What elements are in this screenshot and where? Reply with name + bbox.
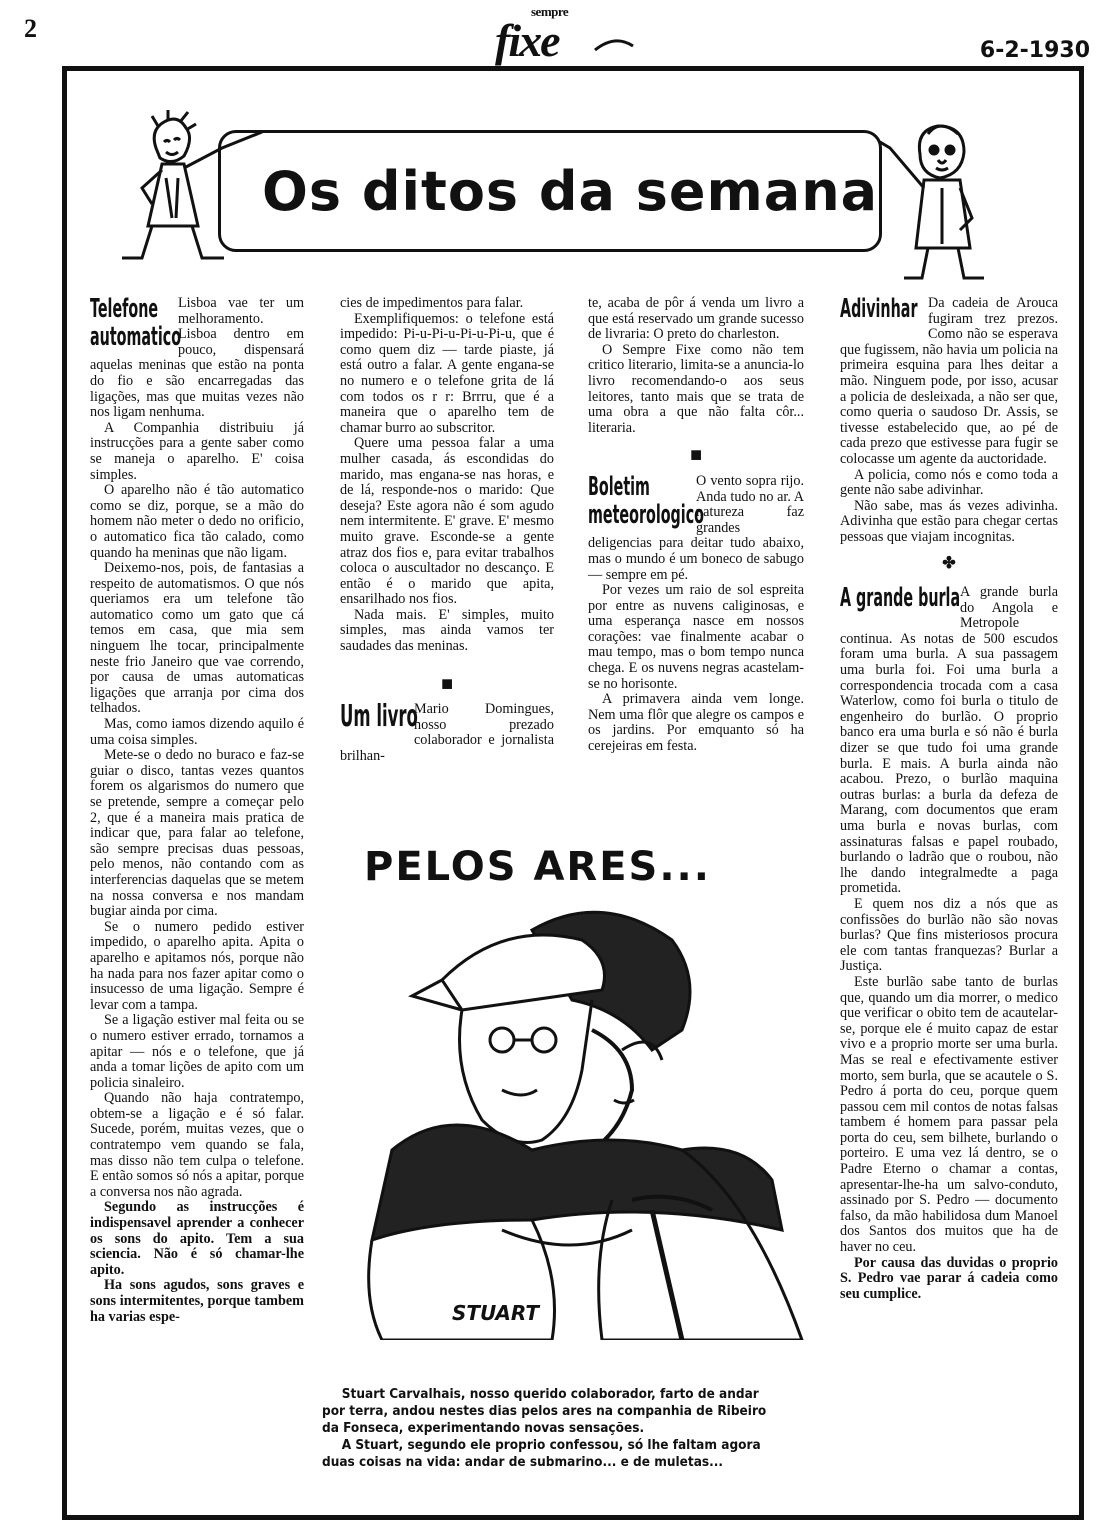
article-um-livro [340, 699, 554, 765]
paragraph: Nada mais. E' simples, muito simples, mas ainda vamos ter saudades das meninas. [340, 606, 554, 655]
masthead-swash-icon [495, 4, 645, 62]
paragraph: E quem nos diz a nós que as confissões do burlão não são novas burlas? Que fins misteriosos procura ele com tantas franquezas? Burlar a Justiça. [840, 895, 1058, 975]
paragraph: O Sempre Fixe como não tem critico literario, limita-se a anuncia-lo livro recomendando-o aos seus leitores, tanto mais que se trata de uma obra a que não falta côr... literaria. [588, 341, 804, 436]
headline-um-livro [340, 699, 418, 736]
left-caricature-icon [112, 108, 272, 278]
paragraph: te, acaba de pôr á venda um livro a que está reservado um grande sucesso de livraria: O preto do charleston. [588, 295, 804, 343]
paragraph: Mete-se o dedo no buraco e faz-se guiar o disco, tantas vezes quantos forem os algarismos do numero que se pretende, sempre a começar pelo 2, que é a maneira mais pratica de indicar que, para falar ao telefone, são sempre precisas duas pessoas, pelo menos, não contando com as interferencias daquelas que se metem na nossa conversa e nos mandam bugiar ainda por cima. [90, 747, 304, 920]
headline-line-1: Telefone [90, 294, 159, 324]
right-caricature-icon [880, 108, 1000, 286]
headline-line-2: meteorologico [588, 499, 705, 530]
article-grande-burla [840, 585, 1058, 1302]
article-col3 [588, 296, 804, 755]
caption-paragraph: A Stuart, segundo ele proprio confessou, só lhe faltam agora duas coisas na vida: andar de submarino... e de muletas... [322, 1437, 761, 1470]
paragraph: Se a ligação estiver mal feita ou se o numero estiver errado, tornamos a apitar — nós e o telefone, que já anda a tomar lições de apito com um policia sinaleiro. [90, 1012, 304, 1091]
paragraph: Quere uma pessoa falar a uma mulher casada, ás escondidas do marido, mas engana-se nas horas, e de lá, responde-nos o marido: Que deseja? Este agora não é som agudo nem intermitente. E' grave. E' mesmo muito grave. Esconde-se a gente atraz dos fios e, para evitar trabalhos coloca o auscultador no descanço. E então é o marido que apita, ensarilhado nos fios. [340, 435, 554, 608]
article-adivinhar [840, 296, 1058, 546]
paragraph: O vento sopra rijo. Anda tudo no ar. A natureza faz grandes deligencias para deitar tudo abaixo, mas o mundo é um boneco de sabugo — sempre em pé. [588, 472, 804, 583]
headline-grande-burla [840, 583, 961, 617]
masthead-big: fixe [495, 15, 559, 66]
article-telefone-automatico [90, 296, 304, 1325]
paragraph: Segundo as instrucções é indispensavel aprender a conhecer os sons do apito. Tem a sua sciencia. Não é só chamar-lhe apito. [90, 1199, 304, 1278]
article-col2 [340, 296, 554, 765]
masthead-small: sempre [531, 4, 569, 19]
page-number: 2 [24, 14, 37, 43]
paragraph: A primavera ainda vem longe. Nem uma flôr que alegre os campos e os jardins. Por emquanto só ha cerejeiras em festa. [588, 691, 804, 755]
headline-line-1: Boletim [588, 471, 650, 502]
paragraph: Se o numero pedido estiver impedido, o aparelho apita. Apita o aparelho e apitamos nós, porque não ha nada para nos fazer apitar como o insucesso de uma ligação. Sempre é levar com a tampa. [90, 918, 304, 1013]
paragraph: Ha sons agudos, sons graves e sons intermitentes, porque tambem ha varias espe- [90, 1277, 304, 1325]
masthead-logo [495, 4, 645, 66]
separator-icon: ■ [689, 444, 703, 467]
headline-adivinhar [840, 296, 924, 328]
article-boletim-meteorologico [588, 471, 804, 755]
banner-title: Os ditos da semana [262, 160, 879, 223]
issue-date: 6-2-1930 [979, 38, 1090, 63]
paragraph: Mas, como iamos dizendo aquilo é uma coisa simples. [90, 716, 304, 748]
paragraph: Lisboa vae ter um melhoramento. Lisboa dentro em pouco, dispensará aquelas meninas que estão na ponta do fio e são encarregadas das ligações, mas que muitas vezes não nos ligam nenhuma. [90, 295, 304, 421]
paragraph: A Companhia distribuiu já instrucções para a gente saber como se maneja o aparelho. E' coisa simples. [90, 419, 304, 483]
paragraph: Não sabe, mas ás vezes adivinha. Adivinha que estão para chegar certas pessoas que viajam incognitas. [840, 497, 1058, 545]
paragraph: Deixemo-nos, pois, de fantasias a respeito de automatismos. O que nós queriamos era um telefone tão automatico como um gato que cá temos em casa, que mia sem ninguem lhe tocar, principalmente neste frio Janeiro que vae correndo, por causa de umas automaticas ligações que arranja por cima dos telhados. [90, 560, 304, 717]
paragraph: Mario Domingues, nosso prezado colaborador e jornalista brilhan- [340, 701, 554, 765]
headline-telefone-automatico [90, 294, 182, 352]
headline-line-2: automatico [90, 322, 182, 352]
cartoon-caption [322, 1386, 772, 1471]
paragraph: O aparelho não é tão automatico como se diz, porque, se a mão do homem não meter o dedo no orificio, o automatico fica tão calado, como quando ha meninas que não ligam. [90, 482, 304, 561]
caption-paragraph: Stuart Carvalhais, nosso querido colaborador, farto de andar por terra, andou nestes dias pelos ares na companhia de Ribeiro da Fonseca, experimentando novas sensações. [322, 1386, 767, 1436]
separator-icon: ✤ [942, 554, 956, 572]
article-col4 [840, 296, 1058, 1302]
headline-boletim [588, 471, 705, 534]
paragraph: A policia, como nós e como toda a gente não sabe adivinhar. [840, 466, 1058, 499]
paragraph: Por causa das duvidas o proprio S. Pedro vae parar á cadeia como seu cumplice. [840, 1254, 1058, 1302]
paragraph: Da cadeia de Arouca fugiram trez prezos. Como não se esperava que fugissem, não havia um policia na primeira esquina para lhes deitar a mão. Ninguem pode, por isso, acusar a policia de desleixada, a não ser que, como queria o saudoso Dr. Assis, se tivesse estabelecido que, ao pé de cada prezo que estivesse para fugir se colocasse um agente da auctoridade. [840, 295, 1058, 467]
cartoon-signature: STUART [452, 1301, 540, 1325]
headline-line: Adivinhar [840, 294, 918, 324]
paragraph: Exemplifiquemos: o telefone está impedido: Pi-u-Pi-u-Pi-u-Pi-u, que é como quem diz — tarde piaste, já está outro a falar. A gente engana-se no numero e o telefone grita de lá com todos os r r: Brrru, que é a maneira que o aparelho tem de chamar burro ao subscritor. [340, 310, 554, 436]
paragraph: Por vezes um raio de sol espreita por entre as nuvens caliginosas, e uma esperança nasce em nossos corações: vae finalmente acabar o mau tempo, mas o bom tempo nunca chega. E os nuvens negras acastelam-se no horisonte. [588, 582, 804, 692]
separator-icon: ■ [440, 672, 454, 695]
headline-line: A grande burla [840, 583, 961, 614]
paragraph: Quando não haja contratempo, obtem-se a ligação e é só falar. Sucede, porém, muitas vezes, que o contratempo vem quando se fala, mas disso não tem culpa o telefone. E então somos só nós a apitar, porque a conversa nos não agrada. [90, 1090, 304, 1200]
headline-line: Um livro [340, 699, 418, 735]
paragraph: A grande burla do Angola e Metropole continua. As notas de 500 escudos foram uma burla. A sua passagem uma burla foi. Foi uma burla a correspondencia trocada com a casa Waterlow, como foi burla o titulo de engenheiro do burlão. O proprio banco era uma burla e só não é burla dizer se que tudo foi uma grande burla. E mais. A burla ainda não acabou. Prezo, o burlão maquina outras burlas: a burla da defeza de Marang, com documentos que eram uma burla e novas burlas, com assinaturas falsas e papel roubado, burlando o ladrão que o roubou, não lhe dando integralmedte a paga prometida. [840, 584, 1058, 897]
paragraph: Este burlão sabe tanto de burlas que, quando um dia morrer, o medico que verificar o obito tem de acautelar-se, porque ele é muito capaz de estar vivo e a proprio morte ser uma burla. Mas se real e efectivamente estiver morto, sem burla, que se acautele o S. Pedro á porta do ceu, porque quem passou cem mil contos de notas falsas tambem é homem para passar pela porta do ceu, sem bilhete, burlando o porteiro. E uma vez lá dentro, se o Padre Eterno o chamar a contas, apresentar-lhe-ha um salvo-conduto, assinado por S. Pedro — documento falso, da mão habilidosa dum Manoel dos Santos dos muitos que ha de haver no ceu. [840, 973, 1058, 1256]
aviators-cartoon-icon [352, 900, 822, 1340]
paragraph: cies de impedimentos para falar. [340, 295, 524, 311]
cartoon-title: PELOS ARES... [364, 844, 711, 890]
